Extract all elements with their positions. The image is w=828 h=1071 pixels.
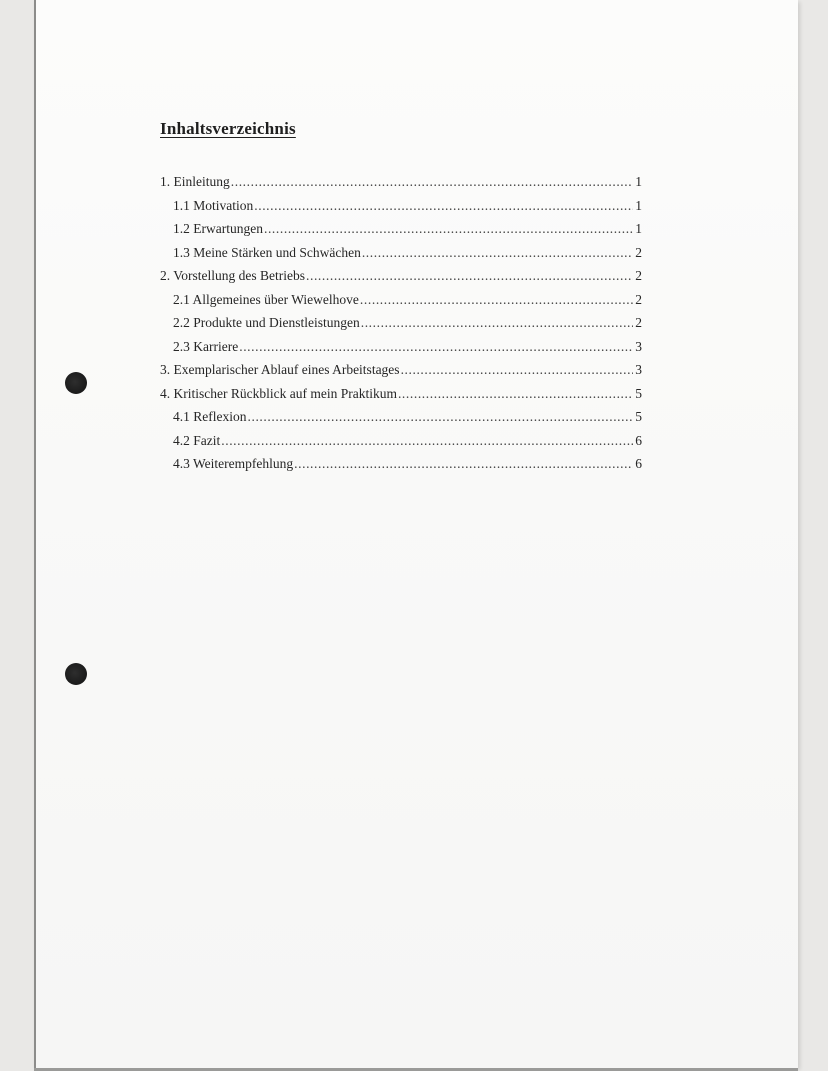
toc-entry-page: 3 — [635, 362, 642, 377]
dot-leader — [231, 174, 633, 190]
dot-leader — [306, 268, 633, 284]
table-of-contents — [160, 174, 642, 480]
dot-leader — [254, 198, 633, 214]
toc-entry-label: 2.1 Allgemeines über Wiewelhove — [173, 291, 359, 307]
toc-entry-page: 1 — [635, 174, 642, 189]
toc-entry — [160, 268, 642, 292]
toc-entry-label: 4. Kritischer Rückblick auf mein Praktikum — [160, 385, 397, 401]
toc-entry-label: 1.2 Erwartungen — [173, 221, 263, 236]
toc-title: Inhaltsverzeichnis — [160, 119, 296, 138]
toc-entry — [160, 221, 642, 245]
toc-entry — [160, 292, 642, 316]
toc-entry-page: 1 — [635, 221, 642, 236]
dot-leader — [401, 362, 633, 378]
dot-leader — [239, 339, 633, 355]
toc-entry-label: 4.2 Fazit — [173, 432, 221, 448]
toc-entry-page: 2 — [635, 315, 642, 330]
toc-entry-page: 2 — [635, 244, 642, 260]
dot-leader — [264, 221, 633, 237]
toc-entry — [160, 315, 642, 339]
toc-entry-label: 1. Einleitung — [160, 174, 230, 189]
toc-entry — [160, 198, 642, 222]
toc-entry-label: 2. Vorstellung des Betriebs — [160, 268, 305, 283]
toc-entry-page: 5 — [635, 385, 642, 401]
dot-leader — [221, 433, 633, 449]
dot-leader — [248, 409, 634, 425]
toc-entry-page: 6 — [635, 432, 642, 448]
toc-entry-page: 2 — [635, 291, 642, 307]
toc-entry — [160, 409, 642, 433]
toc-entry — [160, 362, 642, 386]
toc-entry — [160, 245, 642, 269]
dot-leader — [360, 292, 633, 308]
toc-entry-label: 2.2 Produkte und Dienstleistungen — [173, 315, 360, 330]
toc-entry-page: 2 — [635, 268, 642, 283]
toc-entry-page: 6 — [635, 456, 642, 471]
toc-entry-label: 4.1 Reflexion — [173, 409, 247, 424]
paper-sheet — [34, 0, 798, 1068]
punch-hole — [65, 372, 87, 394]
toc-entry — [160, 386, 642, 410]
toc-entry — [160, 433, 642, 457]
dot-leader — [294, 456, 633, 472]
punch-hole — [65, 663, 87, 685]
toc-entry-label: 2.3 Karriere — [173, 338, 239, 354]
toc-entry-page: 1 — [635, 197, 642, 213]
toc-entry — [160, 339, 642, 363]
toc-entry — [160, 456, 642, 480]
toc-entry-label: 1.1 Motivation — [173, 197, 254, 213]
toc-entry-label: 4.3 Weiterempfehlung — [173, 456, 294, 471]
dot-leader — [361, 315, 633, 331]
toc-entry-page: 3 — [635, 338, 642, 354]
toc-entry — [160, 174, 642, 198]
toc-entry-label: 1.3 Meine Stärken und Schwächen — [173, 244, 361, 260]
dot-leader — [398, 386, 633, 402]
toc-entry-label: 3. Exemplarischer Ablauf eines Arbeitstages — [160, 362, 400, 377]
dot-leader — [362, 245, 633, 261]
toc-entry-page: 5 — [635, 409, 642, 424]
